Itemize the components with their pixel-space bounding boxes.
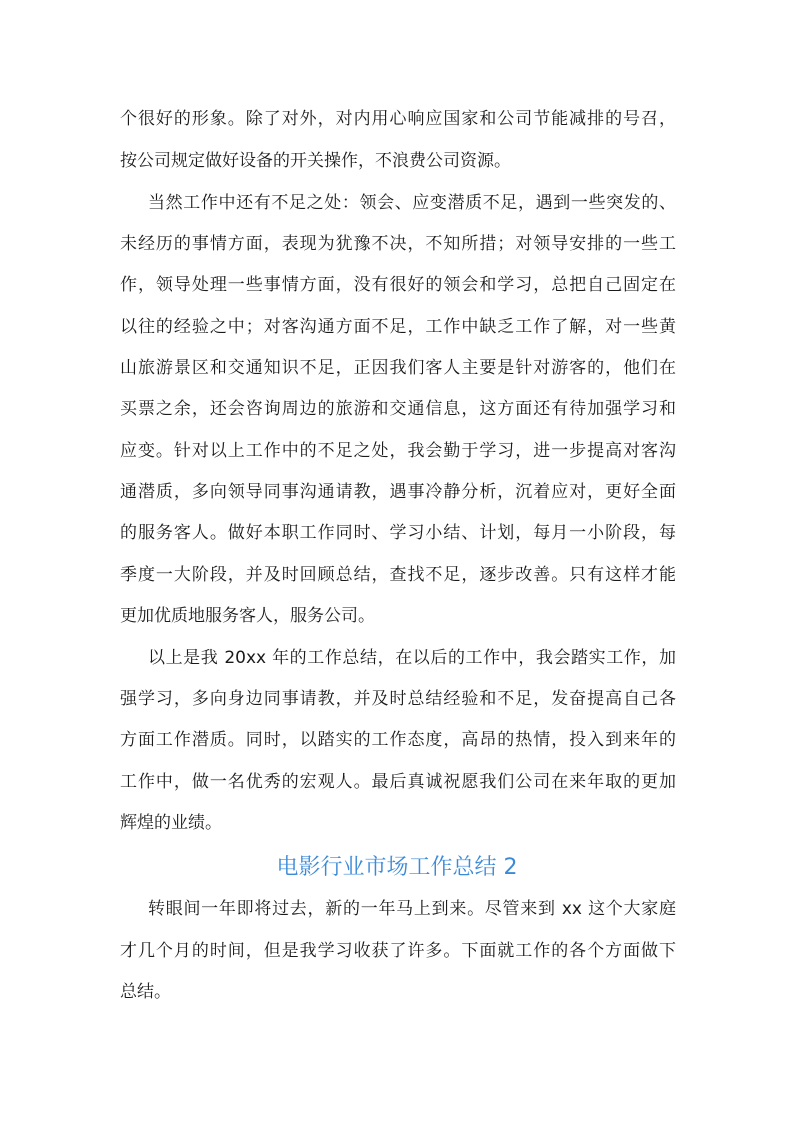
paragraph-line: 辉煌的业绩。	[120, 813, 222, 833]
section-heading: 电影行业市场工作总结 2	[276, 855, 518, 880]
paragraph-line: 应变。针对以上工作中的不足之处，我会勤于学习，进一步提高对客沟	[120, 441, 676, 461]
paragraph-line: 以往的经验之中；对客沟通方面不足，工作中缺乏工作了解，对一些黄	[120, 317, 676, 337]
paragraph-line: 季度一大阶段，并及时回顾总结，查找不足，逐步改善。只有这样才能	[120, 565, 676, 585]
paragraph-line: 的服务客人。做好本职工作同时、学习小结、计划，每月一小阶段，每	[120, 523, 676, 543]
paragraph-line: 个很好的形象。除了对外，对内用心响应国家和公司节能减排的号召，	[120, 109, 676, 129]
paragraph-line: 转眼间一年即将过去，新的一年马上到来。尽管来到 xx 这个大家庭	[148, 899, 676, 919]
paragraph-line: 才几个月的时间，但是我学习收获了许多。下面就工作的各个方面做下	[120, 941, 676, 961]
paragraph-line: 山旅游景区和交通知识不足，正因我们客人主要是针对游客的，他们在	[120, 358, 676, 378]
paragraph-line: 强学习，多向身边同事请教，并及时总结经验和不足，发奋提高自己各	[120, 689, 676, 709]
paragraph-line: 总结。	[120, 982, 171, 1002]
paragraph-line: 方面工作潜质。同时，以踏实的工作态度，高昂的热情，投入到来年的	[120, 730, 676, 750]
paragraph-line: 工作中，做一名优秀的宏观人。最后真诚祝愿我们公司在来年取的更加	[120, 772, 676, 792]
paragraph-line: 按公司规定做好设备的开关操作，不浪费公司资源。	[120, 151, 511, 171]
paragraph-line: 买票之余，还会咨询周边的旅游和交通信息，这方面还有待加强学习和	[120, 399, 676, 419]
paragraph-line: 更加优质地服务客人，服务公司。	[120, 606, 375, 626]
paragraph-line: 未经历的事情方面，表现为犹豫不决，不知所措；对领导安排的一些工	[120, 234, 676, 254]
paragraph-line: 以上是我 20xx 年的工作总结，在以后的工作中，我会踏实工作，加	[148, 648, 676, 668]
paragraph-line: 通潜质，多向领导同事沟通请教，遇事冷静分析，沉着应对，更好全面	[120, 482, 676, 502]
paragraph-line: 当然工作中还有不足之处：领会、应变潜质不足，遇到一些突发的、	[148, 193, 676, 213]
paragraph-line: 作，领导处理一些事情方面，没有很好的领会和学习，总把自己固定在	[120, 275, 676, 295]
